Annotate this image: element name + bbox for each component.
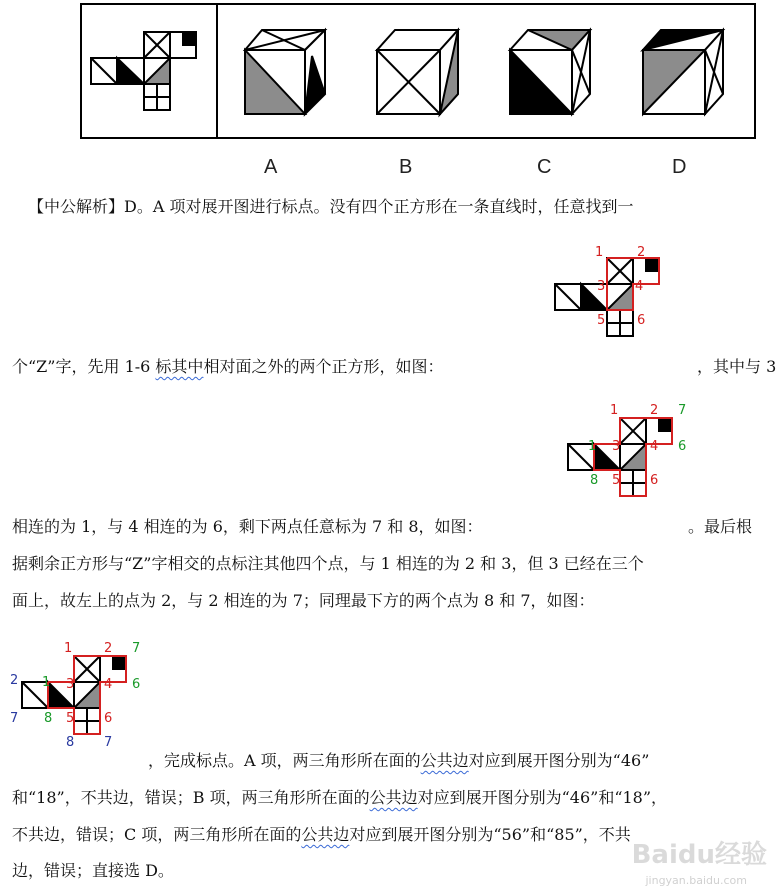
analysis-line-2-end: ，其中与 3: [697, 357, 777, 376]
analysis-line-3-end: 。最后根: [688, 517, 753, 536]
analysis-line-9: 边，错误；直接选 D。: [12, 861, 174, 880]
option-a-label: A: [264, 156, 278, 178]
point-label: 1: [42, 675, 51, 690]
text-segment: 对应到展开图分别为“46”和“18”，: [417, 788, 668, 807]
point-label: 8: [66, 735, 75, 748]
point-label: 1: [595, 245, 604, 260]
watermark-url: jingyan.baidu.com: [645, 874, 747, 887]
point-label: 8: [44, 711, 53, 726]
labeled-net-1: [545, 238, 675, 346]
text-segment: 公共边: [369, 788, 418, 807]
point-label: 3: [66, 677, 75, 692]
point-label: 3: [597, 279, 606, 294]
point-label: 6: [637, 313, 646, 328]
analysis-line-2: [12, 356, 443, 378]
point-label: 6: [650, 473, 659, 488]
point-label: 7: [678, 403, 687, 418]
text-segment: 对应到展开图分别为“56”和“85”，不共: [349, 825, 631, 844]
cube-b: [377, 30, 458, 114]
point-label: 6: [132, 677, 141, 692]
point-label: 5: [612, 473, 621, 488]
point-label: 3: [612, 439, 621, 454]
analysis-heading: 【中公解析】: [28, 197, 125, 216]
point-label: 6: [678, 439, 687, 454]
point-label: 1: [64, 641, 73, 656]
text-segment: ，完成标点。A 项，两三角形所在面的: [148, 751, 421, 770]
point-label: 5: [66, 711, 75, 726]
cube-a: [245, 30, 325, 114]
point-label: 1: [588, 439, 597, 454]
point-label: 2: [637, 245, 646, 260]
text-segment: 公共边: [301, 825, 350, 844]
analysis-line-4: 据剩余正方形与“Z”字相交的点标注其他四个点，与 1 相连的为 2 和 3，但 3 已经在三个: [12, 554, 644, 573]
point-label: 1: [610, 403, 619, 418]
point-label: 6: [104, 711, 113, 726]
text-segment: 不共边，错误；C 项，两三角形所在面的: [12, 825, 302, 844]
analysis-line-3: 相连的为 1，与 4 相连的为 6，剩下两点任意标为 7 和 8，如图：: [12, 517, 483, 536]
option-b-label: B: [399, 156, 413, 178]
analysis-line-8: [12, 824, 631, 846]
labeled-net-2: [560, 398, 700, 498]
point-label: 7: [104, 735, 113, 748]
watermark-logo: Baidu经验: [631, 840, 767, 870]
analysis-line-6: [148, 750, 649, 772]
text-segment: 和“18”，不共边，错误；B 项，两三角形所在面的: [12, 788, 370, 807]
puzzle-figure: [0, 0, 783, 150]
point-label: 2: [650, 403, 659, 418]
labeled-net-3: [6, 636, 156, 748]
text-segment: 对应到展开图分别为“46”: [468, 751, 650, 770]
option-d-label: D: [672, 156, 687, 178]
point-label: 8: [590, 473, 599, 488]
point-label: 4: [635, 279, 644, 294]
analysis-line-7: [12, 787, 667, 809]
analysis-line-5: 面上，故左上的点为 2，与 2 相连的为 7；同理最下方的两个点为 8 和 7，如图：: [12, 591, 595, 610]
point-label: 2: [10, 673, 19, 688]
text-segment: 公共边: [420, 751, 469, 770]
point-label: 7: [132, 641, 141, 656]
text-segment: 标其中: [155, 357, 204, 376]
point-label: 4: [650, 439, 659, 454]
point-label: 2: [104, 641, 113, 656]
analysis-line-1: [28, 196, 634, 218]
text-segment: 个“Z”字，先用 1-6: [12, 357, 156, 376]
cube-d: [643, 30, 723, 114]
point-label: 5: [597, 313, 606, 328]
point-label: 4: [104, 677, 113, 692]
point-label: 7: [10, 711, 19, 726]
option-c-label: C: [537, 156, 552, 178]
analysis-text: D。A 项对展开图进行标点。没有四个正方形在一条直线时，任意找到一: [124, 197, 634, 216]
text-segment: 相对面之外的两个正方形，如图：: [203, 357, 444, 376]
cube-c: [510, 30, 590, 114]
